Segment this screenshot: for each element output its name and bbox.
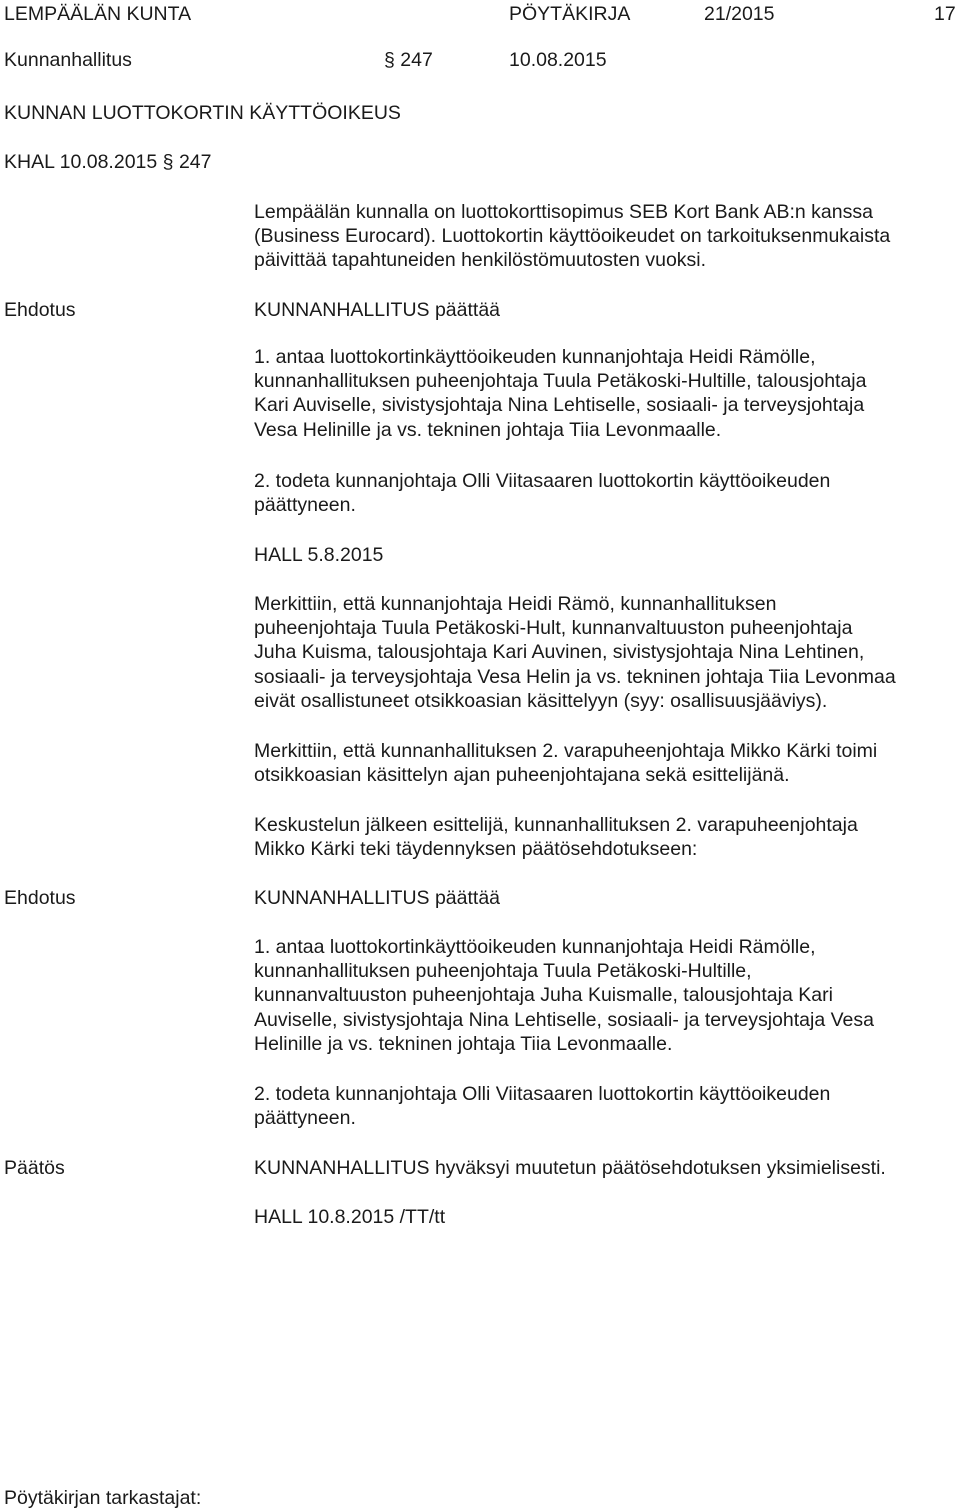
proposal-point-1 — [254, 935, 954, 1056]
section-number: 247 — [400, 49, 433, 71]
proposal-line: Kari Auviselle, sivistysjohtaja Nina Lehtiselle, sosiaali- ja terveysjohtaja — [254, 394, 865, 417]
proposal-point-1 — [254, 345, 954, 442]
proposal-line: Helinille ja vs. tekninen johtaja Tiia Levonmaalle. — [254, 1032, 673, 1055]
meeting-body: Kunnanhallitus — [4, 49, 132, 71]
proposal-line: 2. todeta kunnanjohtaja Olli Viitasaaren luottokortin käyttöoikeuden — [254, 1083, 831, 1105]
note-line: Merkittiin, että kunnanjohtaja Heidi Rämö, kunnanhallituksen — [254, 593, 777, 615]
intro-line: päivittää tapahtuneiden henkilöstömuutosten vuoksi. — [254, 249, 707, 272]
decision-signature: HALL 10.8.2015 /TT/tt — [254, 1206, 446, 1228]
intro-paragraph — [254, 200, 954, 273]
proposal-line: kunnanhallituksen puheenjohtaja Tuula Petäkoski-Hultille, — [254, 960, 752, 983]
inspectors-label: Pöytäkirjan tarkastajat: — [4, 1487, 202, 1509]
proposal-label: Ehdotus — [4, 299, 76, 321]
proposal-line: 1. antaa luottokortinkäyttöoikeuden kunnanjohtaja Heidi Rämölle, — [254, 936, 816, 958]
recusal-note — [254, 592, 954, 713]
meeting-date: 10.08.2015 — [509, 49, 607, 71]
proposal-point-2 — [254, 469, 954, 517]
item-title: KUNNAN LUOTTOKORTIN KÄYTTÖOIKEUS — [4, 102, 401, 124]
section-sign: § — [384, 49, 395, 71]
note-line: sosiaali- ja terveysjohtaja Vesa Helin ja vs. tekninen johtaja Tiia Levonmaa — [254, 665, 896, 688]
note-line: Keskustelun jälkeen esittelijä, kunnanhallituksen 2. varapuheenjohtaja — [254, 814, 858, 836]
proposal-line: kunnanhallituksen puheenjohtaja Tuula Petäkoski-Hultille, talousjohtaja — [254, 370, 867, 393]
chair-note — [254, 739, 954, 787]
decision-text: KUNNANHALLITUS hyväksyi muutetun päätösehdotuksen yksimielisesti. — [254, 1157, 886, 1179]
document-type: PÖYTÄKIRJA — [509, 3, 631, 25]
page-number: 17 — [934, 3, 956, 25]
item-reference — [4, 150, 211, 174]
intro-line: (Business Eurocard). Luottokortin käyttöoikeudet on tarkoituksenmukaista — [254, 225, 891, 248]
proposal-line: Auviselle, sivistysjohtaja Nina Lehtiselle, sosiaali- ja terveysjohtaja Vesa — [254, 1008, 874, 1031]
proposal-line: kunnanvaltuuston puheenjohtaja Juha Kuismalle, talousjohtaja Kari — [254, 984, 833, 1007]
discussion-note — [254, 813, 954, 861]
proposal-line: päättyneen. — [254, 494, 356, 517]
document-number: 21/2015 — [704, 3, 775, 25]
intro-line: Lempäälän kunnalla on luottokorttisopimus SEB Kort Bank AB:n kanssa — [254, 201, 873, 223]
proposal-line: 1. antaa luottokortinkäyttöoikeuden kunnanjohtaja Heidi Rämölle, — [254, 346, 816, 368]
proposal-line: Vesa Helinille ja vs. tekninen johtaja Tiia Levonmaalle. — [254, 418, 722, 441]
proposal-heading: KUNNANHALLITUS päättää — [254, 887, 501, 909]
note-line: otsikkoasian käsittelyn ajan puheenjohtajana sekä esittelijänä. — [254, 764, 790, 787]
proposal-point-2 — [254, 1082, 954, 1130]
note-line: Mikko Kärki teki täydennyksen päätösehdotukseen: — [254, 838, 698, 861]
item-reference-number: 247 — [178, 151, 212, 173]
note-line: eivät osallistuneet otsikkoasian käsittelyyn (syy: osallisuusjääviys). — [254, 689, 828, 712]
decision-label: Päätös — [4, 1157, 65, 1179]
note-line: Merkittiin, että kunnanhallituksen 2. varapuheenjohtaja Mikko Kärki toimi — [254, 740, 878, 762]
proposal-signature: HALL 5.8.2015 — [254, 544, 384, 566]
item-reference-text: KHAL 10.08.2015 — [4, 151, 158, 173]
proposal-heading: KUNNANHALLITUS päättää — [254, 299, 501, 321]
note-line: puheenjohtaja Tuula Petäkoski-Hult, kunnanvaltuuston puheenjohtaja — [254, 617, 853, 640]
note-line: Juha Kuisma, talousjohtaja Kari Auvinen, sivistysjohtaja Nina Lehtinen, — [254, 641, 865, 664]
proposal-line: 2. todeta kunnanjohtaja Olli Viitasaaren luottokortin käyttöoikeuden — [254, 470, 831, 492]
item-reference-section-sign: § — [162, 151, 174, 173]
section-reference — [384, 48, 433, 72]
proposal-line: päättyneen. — [254, 1107, 356, 1130]
proposal-label: Ehdotus — [4, 887, 76, 909]
municipality-name: LEMPÄÄLÄN KUNTA — [4, 3, 192, 25]
